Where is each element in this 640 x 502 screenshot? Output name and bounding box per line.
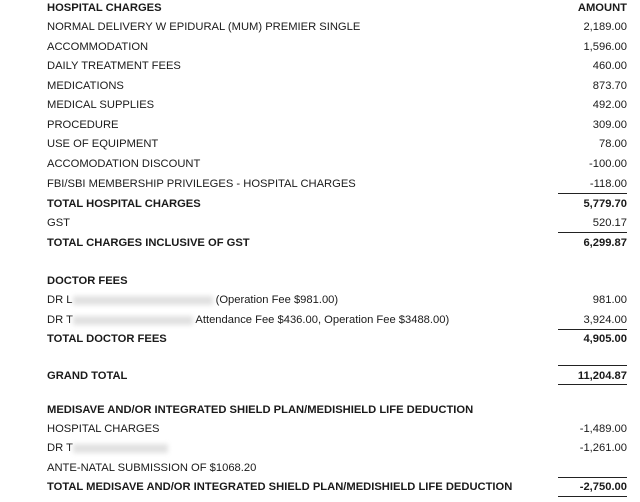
doctor-fee-amount: 981.00 [592,294,627,306]
charge-label: USE OF EQUIPMENT [47,138,159,150]
doctor-fee-label [47,314,449,326]
charge-row [47,39,627,55]
doctor-fee-detail: (Operation Fee $981.00) [215,294,339,306]
charge-row [47,176,627,192]
doctor-fees-heading-row [47,273,627,289]
charge-amount: -118.00 [589,178,627,190]
amount-column-header: AMOUNT [577,2,627,14]
hospital-charges-heading: HOSPITAL CHARGES [47,2,162,14]
doctor-name-visible: DR T [47,442,73,454]
charge-amount: 873.70 [592,80,627,92]
charge-row [47,19,627,35]
total-doctor-fees-label: TOTAL DOCTOR FEES [47,333,167,345]
charge-row [47,136,627,152]
antenatal-row [47,460,627,476]
doctor-fee-detail: Attendance Fee $436.00, Operation Fee $3488.00) [195,314,450,326]
doctor-name-visible: DR L [47,294,73,306]
total-incl-gst-row [47,235,627,251]
deduction-heading-row [47,402,627,418]
total-deduction-amount: -2,750.00 [579,481,627,493]
deduction-rule-bottom [558,496,627,497]
deduction-hospital-amount: -1,489.00 [579,423,627,435]
charge-amount: 78.00 [599,138,627,150]
charge-amount: 460.00 [592,60,627,72]
charge-label: FBI/SBI MEMBERSHIP PRIVILEGES - HOSPITAL CHARGES [47,178,356,190]
grand-total-label: GRAND TOTAL [47,370,128,382]
deduction-heading: MEDISAVE AND/OR INTEGRATED SHIELD PLAN/MEDISHIELD LIFE DEDUCTION [47,404,474,416]
antenatal-label: ANTE-NATAL SUBMISSION OF $1068.20 [47,462,257,474]
total-hospital-charges-amount: 5,779.70 [583,198,627,210]
charge-label: MEDICAL SUPPLIES [47,99,155,111]
subtotal-rule [558,193,627,194]
charge-amount: 1,596.00 [583,41,627,53]
charge-label: MEDICATIONS [47,80,124,92]
charge-label: PROCEDURE [47,119,119,131]
grand-total-rule-top [558,365,627,366]
charge-label: DAILY TREATMENT FEES [47,60,181,72]
redacted-name [73,444,168,453]
charge-label: ACCOMODATION DISCOUNT [47,158,201,170]
charge-amount: 492.00 [592,99,627,111]
redacted-name [73,316,193,325]
doctor-fee-row [47,292,627,308]
doctor-fees-rule [558,329,627,330]
deduction-hospital-label: HOSPITAL CHARGES [47,423,160,435]
hospital-charges-header-row [47,0,627,16]
doctor-fee-amount: 3,924.00 [583,314,627,326]
deduction-rule-top [558,477,627,478]
charge-amount: 309.00 [592,119,627,131]
redacted-name [73,296,213,305]
gst-amount: 520.17 [592,217,627,229]
grand-total-amount: 11,204.87 [577,370,627,382]
charge-row [47,97,627,113]
deduction-row [47,421,627,437]
total-deduction-label: TOTAL MEDISAVE AND/OR INTEGRATED SHIELD PLAN/MEDISHIELD LIFE DEDUCTION [47,481,513,493]
doctor-fees-heading: DOCTOR FEES [47,275,128,287]
gst-rule [558,232,627,233]
doctor-name-visible: DR T [47,314,73,326]
total-incl-gst-amount: 6,299.87 [583,237,627,249]
charge-amount: -100.00 [589,158,627,170]
deduction-doctor-label [47,442,168,454]
charge-label: ACCOMMODATION [47,41,149,53]
total-doctor-fees-amount: 4,905.00 [583,333,627,345]
total-hospital-charges-label: TOTAL HOSPITAL CHARGES [47,198,201,210]
doctor-fee-row [47,312,627,328]
grand-total-rule-bottom [558,384,627,385]
deduction-doctor-amount: -1,261.00 [579,442,627,454]
charge-row [47,78,627,94]
charge-row [47,58,627,74]
gst-row [47,215,627,231]
total-incl-gst-label: TOTAL CHARGES INCLUSIVE OF GST [47,237,250,249]
doctor-fee-label [47,294,338,306]
charge-amount: 2,189.00 [583,21,627,33]
charge-label: NORMAL DELIVERY W EPIDURAL (MUM) PREMIER SINGLE [47,21,361,33]
charge-row [47,156,627,172]
charge-row [47,117,627,133]
total-hospital-charges-row [47,196,627,212]
total-deduction-row [47,479,627,495]
total-doctor-fees-row [47,331,627,347]
deduction-row [47,440,627,456]
gst-label: GST [47,217,70,229]
grand-total-row [47,368,627,384]
